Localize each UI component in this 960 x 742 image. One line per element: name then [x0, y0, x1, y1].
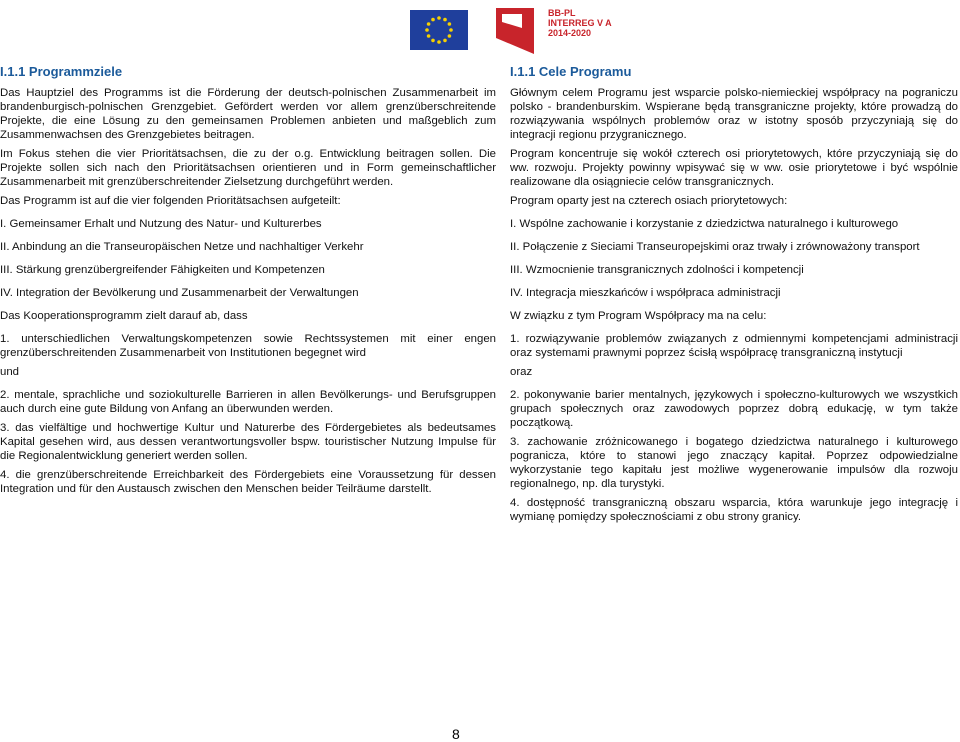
german-paragraph: Im Fokus stehen die vier Prioritätsachsen, die zu der o.g. Entwicklung beitragen sollen. Die Projekte sollen sich nach den Prioritätsachsen orientieren und in Form gemeinschaftlicher Zusammenarbeit mit grenzüberschreitender Zielsetzung durchgeführt werden. — [0, 148, 496, 188]
logo-line-1: BB-PL — [548, 8, 576, 18]
german-paragraph: Das Hauptziel des Programms ist die Förderung der deutsch-polnischen Zusammenarbeit im brandenburgisch-polnischen Grenzgebiet. Gefördert werden vor allem grenzüberschreitende Projekte, die eine Lösung zu den gemeinsamen Problemen anbieten und maßgeblich zum Zusammenwachsen des Grenzgebietes beitragen. — [0, 87, 496, 141]
polish-priority-axis: II. Połączenie z Sieciami Transeuropejskimi oraz trwały i zrównoważony transport — [510, 241, 920, 253]
german-list-item: 4. die grenzüberschreitende Erreichbarkeit des Fördergebiets eine Voraussetzung für dessen Integration und für den Austausch zwischen den Menschen beider Teilräume darstellt. — [0, 469, 496, 495]
polish-column — [510, 64, 958, 529]
polish-priority-axis: IV. Integracja mieszkańców i współpraca administracji — [510, 287, 781, 299]
german-list-item: 2. mentale, sprachliche und soziokulturelle Barrieren in allen Bevölkerungs- und Berufsgruppen auch durch eine gute Bildung von Anfang an überwunden werden. — [0, 389, 496, 415]
page-number: 8 — [452, 726, 460, 742]
polish-heading: I.1.1 Cele Programu — [510, 64, 632, 79]
polish-list-item: 3. zachowanie zróżnicowanego i bogatego dziedzictwa naturalnego i kulturowego pogranicza, które to stanowi jego znaczący kapitał. Poprzez odpowiedzialne wykorzystanie tego kapitału jest możliwe wygenerowanie impulsów dla rozwoju regionalnego, np. dla turystyki. — [510, 436, 958, 490]
polish-list-item: 1. rozwiązywanie problemów związanych z odmiennymi kompetencjami administracji oraz systemami prawnymi poprzez ścisłą współpracę transgraniczną instytucji — [510, 333, 958, 359]
german-priority-axis: III. Stärkung grenzübergreifender Fähigkeiten und Kompetenzen — [0, 264, 325, 276]
german-heading: I.1.1 Programmziele — [0, 64, 123, 79]
german-priority-axis: II. Anbindung an die Transeuropäischen Netze und nachhaltiger Verkehr — [0, 241, 364, 253]
german-priority-axis: I. Gemeinsamer Erhalt und Nutzung des Natur- und Kulturerbes — [0, 218, 322, 230]
polish-paragraph: W związku z tym Program Współpracy ma na celu: — [510, 310, 767, 322]
logo-line-2: INTERREG V A — [548, 18, 612, 28]
german-priority-axis: IV. Integration der Bevölkerung und Zusammenarbeit der Verwaltungen — [0, 287, 359, 299]
polish-conjunction: oraz — [510, 366, 533, 378]
eu-stars-icon — [410, 10, 468, 50]
polish-priority-axis: I. Wspólne zachowanie i korzystanie z dziedzictwa naturalnego i kulturowego — [510, 218, 899, 230]
german-list-item: 3. das vielfältige und hochwertige Kultur und Naturerbe des Fördergebietes als bedeutsames Kapital gesehen wird, aus dessen verantwortungsvoller bspw. touristischer Nutzung Impulse für die Regionalentwicklung generiert werden sollen. — [0, 422, 496, 462]
polish-priority-axis: III. Wzmocnienie transgranicznych zdolności i kompetencji — [510, 264, 804, 276]
german-list-item: 1. unterschiedlichen Verwaltungskompetenzen sowie Rechtssystemen mit einer engen grenzüberschreitenden Zusammenarbeit von Institutionen begegnet wird — [0, 333, 496, 359]
german-paragraph: Das Programm ist auf die vier folgenden Prioritätsachsen aufgeteilt: — [0, 195, 341, 207]
eu-flag-icon — [410, 10, 468, 50]
logo-line-3: 2014-2020 — [548, 28, 592, 38]
header-logos — [410, 8, 610, 50]
german-conjunction: und — [0, 366, 20, 378]
german-paragraph: Das Kooperationsprogramm zielt darauf ab, dass — [0, 310, 248, 322]
polish-paragraph: Program koncentruje się wokół czterech osi priorytetowych, które przyczyniają się do ww. rozwoju. Projekty powinny wpisywać się w ww. osie priorytetowe i być wspólnie realizowane dla osiągniecie celów transgranicznych. — [510, 148, 958, 188]
polish-list-item: 4. dostępność transgraniczną obszaru wsparcia, która warunkuje jego integrację i wymianę pomiędzy społecznościami z obu strony granicy. — [510, 497, 958, 523]
german-column — [0, 64, 496, 501]
polish-paragraph: Głównym celem Programu jest wsparcie polsko-niemieckiej współpracy na pograniczu polsko - brandenburskim. Wspierane będą transgraniczne projekty, które prowadzą do rozwiązywania wspólnych problemów oraz w istotny sposób przyczyniają się do integracji regionu przygranicznego. — [510, 87, 958, 141]
interreg-logo-text — [548, 8, 616, 38]
interreg-logo-icon — [496, 8, 534, 54]
polish-list-item: 2. pokonywanie barier mentalnych, językowych i społeczno-kulturowych we wszystkich grupach społecznych oraz zawodowych poprzez dobrą edukację, w tym także początkową. — [510, 389, 958, 429]
polish-paragraph: Program oparty jest na czterech osiach priorytetowych: — [510, 195, 788, 207]
